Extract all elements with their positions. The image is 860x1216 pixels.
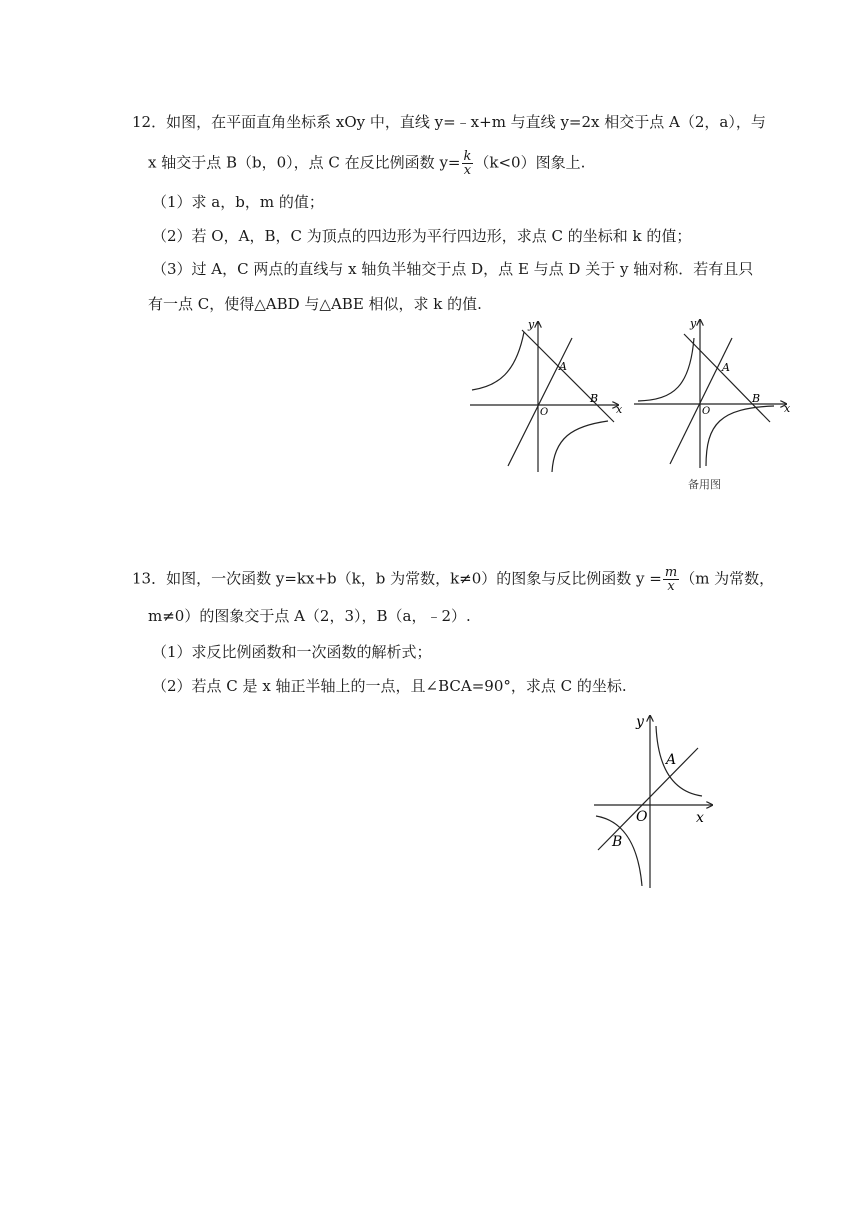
hyperbola-branch-right [552, 421, 608, 472]
problem-12-part3-line2: 有一点 C，使得△ABD 与△ABE 相似，求 k 的值. [148, 295, 482, 313]
label-y: y [636, 714, 644, 730]
fraction-denominator: x [667, 579, 675, 594]
backup-figure-caption: 备用图 [688, 478, 721, 491]
label-y: y [690, 317, 697, 330]
problem-12-part3-line1: （3）过 A，C 两点的直线与 x 轴负半轴交于点 D，点 E 与点 D 关于 y 轴对称．若有且只 [152, 260, 754, 278]
problem-12-part2: （2）若 O，A，B，C 为顶点的四边形为平行四边形，求点 C 的坐标和 k 的值； [152, 227, 692, 245]
problem-12-stem-line2-post: （k<0）图象上. [474, 153, 586, 172]
fraction-numerator: m [664, 565, 678, 580]
label-x: x [616, 403, 623, 416]
problem-12-stem-line2 [148, 150, 585, 177]
label-A: A [722, 361, 730, 374]
line-y-eq-2x [508, 338, 572, 466]
hyperbola-branch-left [638, 338, 694, 401]
label-y: y [528, 318, 535, 331]
label-O: O [636, 809, 648, 825]
hyperbola-branch-third-quadrant [596, 816, 642, 886]
label-x: x [784, 402, 791, 415]
problem-13-fraction [663, 566, 679, 593]
fraction-numerator: k [463, 149, 472, 164]
hyperbola-branch-left [472, 332, 524, 390]
line-y-eq-neg-x-plus-m [522, 330, 614, 422]
problem-13-part2: （2）若点 C 是 x 轴正半轴上的一点，且∠BCA=90°，求点 C 的坐标. [152, 677, 627, 695]
problem-12-stem-line1: 12．如图，在平面直角坐标系 xOy 中，直线 y=﹣x+m 与直线 y=2x 相交于点 A（2，a），与 [132, 113, 766, 131]
label-B: B [612, 834, 623, 850]
label-O: O [540, 407, 549, 418]
label-B: B [752, 392, 761, 405]
problem-13-stem-line1-pre: 13．如图，一次函数 y=kx+b（k，b 为常数，k≠0）的图象与反比例函数 y = [132, 569, 662, 588]
label-A: A [559, 360, 567, 373]
fraction-denominator: x [463, 163, 472, 178]
problem-12-fraction [462, 150, 474, 177]
label-x: x [696, 810, 704, 826]
problem-13-stem-line1 [132, 566, 774, 593]
problem-13-figure [590, 712, 720, 892]
problem-12-backup-figure [634, 316, 794, 476]
problem-12-figure [468, 318, 628, 478]
problem-12-part1: （1）求 a，b，m 的值； [152, 193, 324, 211]
label-B: B [590, 392, 599, 405]
hyperbola-branch-first-quadrant [656, 726, 702, 796]
label-A: A [666, 752, 677, 768]
line-y-eq-2x [670, 338, 732, 464]
problem-13-stem-line1-post: （m 为常数， [680, 569, 775, 588]
problem-13-part1: （1）求反比例函数和一次函数的解析式； [152, 643, 432, 661]
problem-12-stem-line2-pre: x 轴交于点 B（b，0），点 C 在反比例函数 y= [148, 153, 461, 172]
label-O: O [702, 406, 711, 417]
problem-13-stem-line2: m≠0）的图象交于点 A（2，3），B（a，﹣2）. [148, 607, 471, 625]
